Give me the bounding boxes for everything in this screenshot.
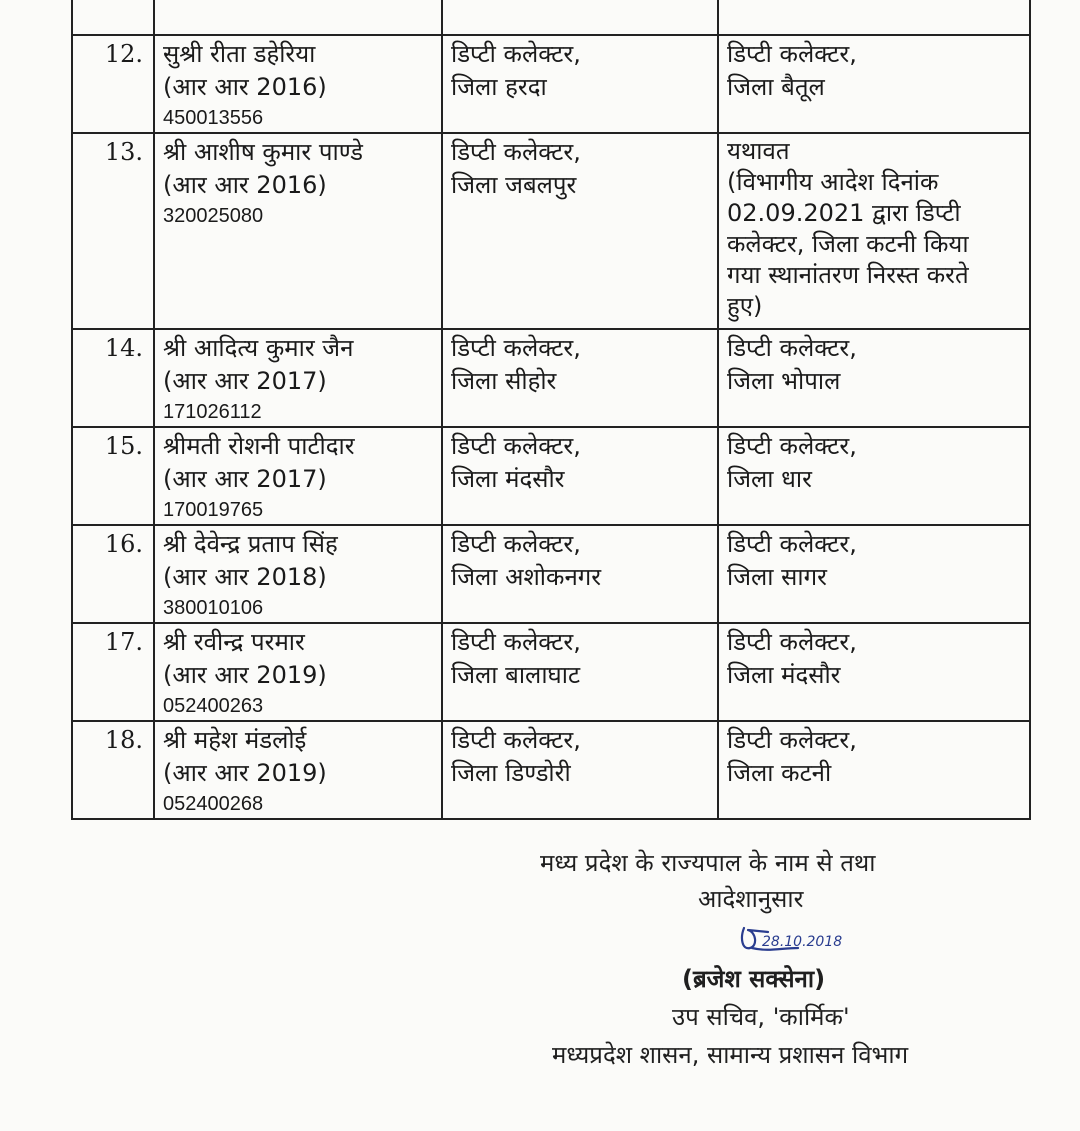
current-posting-cell	[441, 526, 717, 622]
signature-date: 28.10.2018	[762, 934, 843, 950]
officer-name: श्री महेश मंडलोई	[163, 726, 307, 754]
new-posting-line: डिप्टी कलेक्टर,	[727, 40, 857, 68]
new-posting-line: कलेक्टर, जिला कटनी किया	[727, 230, 969, 258]
table-row	[73, 524, 1029, 622]
new-posting-line: डिप्टी कलेक्टर,	[727, 432, 857, 460]
department-name: मध्यप्रदेश शासन, सामान्य प्रशासन विभाग	[552, 1041, 909, 1069]
serial-number: 16.	[104, 530, 143, 558]
serial-number: 13.	[104, 138, 143, 166]
new-posting-cell	[717, 624, 1029, 720]
table-row	[73, 720, 1029, 818]
new-posting-line: हुए)	[727, 292, 763, 320]
table-row-continued	[73, 0, 1029, 34]
serial-number: 18.	[104, 726, 143, 754]
new-posting-line: जिला मंदसौर	[727, 661, 841, 689]
officer-cell	[153, 134, 441, 328]
authority-line-2: आदेशानुसार	[698, 885, 804, 913]
table-row	[73, 34, 1029, 132]
officer-name: श्री देवेन्द्र प्रताप सिंह	[163, 530, 338, 558]
current-posting-cell	[441, 722, 717, 818]
serial-number: 17.	[104, 628, 143, 656]
serial-number: 15.	[104, 432, 143, 460]
current-district: जिला बालाघाट	[451, 661, 581, 689]
officer-name: सुश्री रीता डहेरिया	[163, 40, 316, 68]
current-district: जिला डिण्डोरी	[451, 759, 571, 787]
new-posting-line: डिप्टी कलेक्टर,	[727, 530, 857, 558]
new-posting-line: जिला बैतूल	[727, 73, 825, 101]
new-posting-line: डिप्टी कलेक्टर,	[727, 334, 857, 362]
signatory-designation: उप सचिव, 'कार्मिक'	[672, 1003, 850, 1031]
new-posting-cell	[717, 330, 1029, 426]
table-row	[73, 328, 1029, 426]
officer-code: 052400263	[163, 695, 264, 717]
new-posting-cell	[717, 36, 1029, 132]
current-district: जिला सीहोर	[451, 367, 557, 395]
new-posting-line: डिप्टी कलेक्टर,	[727, 628, 857, 656]
current-designation: डिप्टी कलेक्टर,	[451, 726, 581, 754]
officer-batch: (आर आर 2019)	[163, 661, 327, 689]
new-posting-cell	[717, 722, 1029, 818]
new-posting-cell	[717, 134, 1029, 328]
officer-batch: (आर आर 2016)	[163, 73, 327, 101]
officer-code: 170019765	[163, 499, 264, 521]
table-row	[73, 622, 1029, 720]
current-posting-cell	[441, 134, 717, 328]
officer-batch: (आर आर 2016)	[163, 171, 327, 199]
serial-number: 12.	[104, 40, 143, 68]
new-posting-cell	[717, 428, 1029, 524]
new-posting-line: गया स्थानांतरण निरस्त करते	[727, 261, 969, 289]
current-designation: डिप्टी कलेक्टर,	[451, 138, 581, 166]
new-posting-line: यथावत	[727, 137, 790, 165]
current-district: जिला मंदसौर	[451, 465, 565, 493]
officer-code: 450013556	[163, 107, 264, 129]
officer-batch: (आर आर 2017)	[163, 367, 327, 395]
new-posting-line: 02.09.2021 द्वारा डिप्टी	[727, 199, 961, 227]
new-posting-cell	[717, 526, 1029, 622]
current-designation: डिप्टी कलेक्टर,	[451, 334, 581, 362]
table-row	[73, 132, 1029, 328]
officer-batch: (आर आर 2019)	[163, 759, 327, 787]
officer-name: श्री रवीन्द्र परमार	[163, 628, 305, 656]
officer-cell	[153, 526, 441, 622]
officer-code: 171026112	[163, 401, 262, 423]
serial-number: 14.	[104, 334, 143, 362]
table-row	[73, 426, 1029, 524]
officer-cell	[153, 36, 441, 132]
current-designation: डिप्टी कलेक्टर,	[451, 40, 581, 68]
officer-code: 380010106	[163, 597, 264, 619]
new-posting-line: जिला भोपाल	[727, 367, 841, 395]
current-district: जिला हरदा	[451, 73, 547, 101]
signatory-name: (ब्रजेश सक्सेना)	[682, 965, 826, 993]
officer-name: श्री आशीष कुमार पाण्डे	[163, 138, 363, 166]
officer-cell	[153, 428, 441, 524]
officer-code: 052400268	[163, 793, 264, 815]
new-posting-line: जिला कटनी	[727, 759, 832, 787]
officer-name: श्री आदित्य कुमार जैन	[163, 334, 354, 362]
authority-line: मध्य प्रदेश के राज्यपाल के नाम से तथा	[540, 849, 876, 877]
new-posting-line: डिप्टी कलेक्टर,	[727, 726, 857, 754]
current-district: जिला अशोकनगर	[451, 563, 602, 591]
current-posting-cell	[441, 330, 717, 426]
current-designation: डिप्टी कलेक्टर,	[451, 530, 581, 558]
current-posting-cell	[441, 624, 717, 720]
current-posting-cell	[441, 36, 717, 132]
transfer-table	[71, 0, 1031, 820]
officer-batch: (आर आर 2018)	[163, 563, 327, 591]
officer-cell	[153, 722, 441, 818]
officer-batch: (आर आर 2017)	[163, 465, 327, 493]
new-posting-line: जिला सागर	[727, 563, 827, 591]
officer-cell	[153, 330, 441, 426]
current-district: जिला जबलपुर	[451, 171, 577, 199]
new-posting-line: जिला धार	[727, 465, 812, 493]
officer-code: 320025080	[163, 205, 264, 227]
current-posting-cell	[441, 428, 717, 524]
officer-cell	[153, 624, 441, 720]
officer-name: श्रीमती रोशनी पाटीदार	[163, 432, 355, 460]
current-designation: डिप्टी कलेक्टर,	[451, 628, 581, 656]
new-posting-line: (विभागीय आदेश दिनांक	[727, 168, 939, 196]
current-designation: डिप्टी कलेक्टर,	[451, 432, 581, 460]
